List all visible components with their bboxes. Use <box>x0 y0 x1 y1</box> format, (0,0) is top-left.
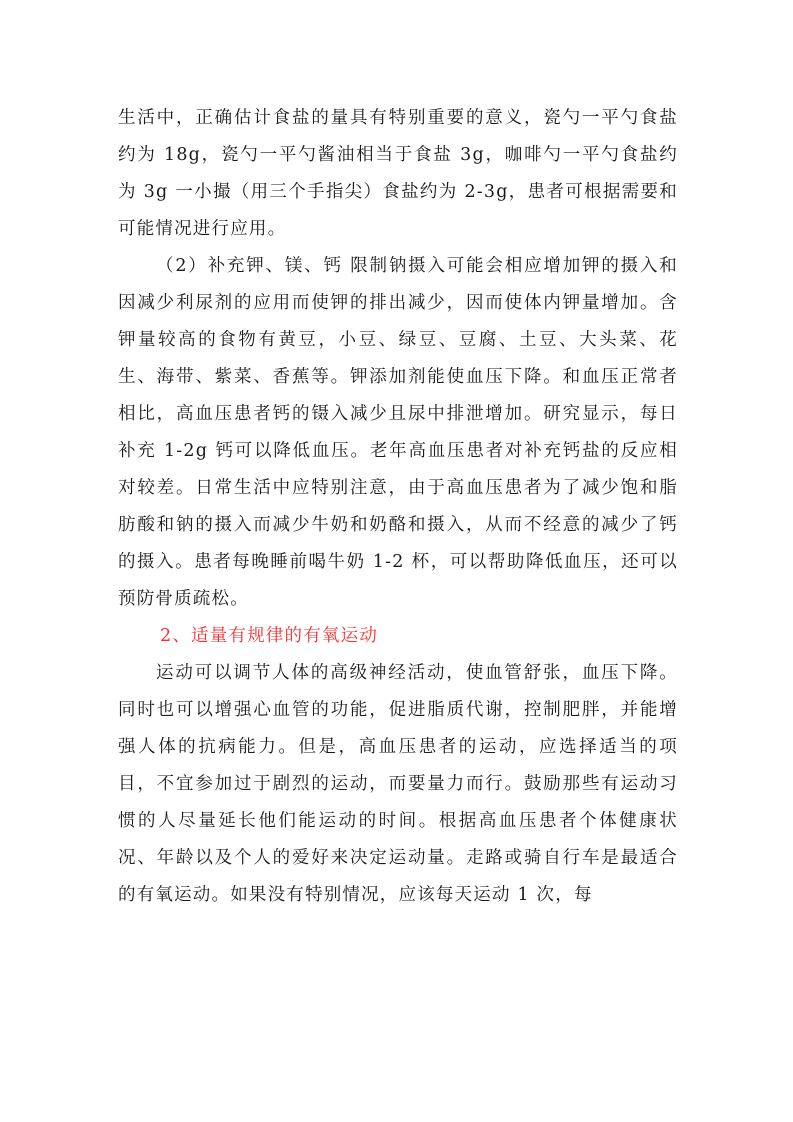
section-heading-aerobic-exercise: 2、适量有规律的有氧运动 <box>160 626 379 646</box>
paragraph-exercise: 运动可以调节人体的高级神经活动，使血管舒张，血压下降。同时也可以增强心血管的功能，促进脂质代谢，控制肥胖，并能增强人体的抗病能力。但是，高血压患者的运动，应选择适当的项目，不宜参加过于剧烈的运动，而要量力而行。鼓励那些有运动习惯的人尽量延长他们能运动的时间。根据高血压患者个体健康状况、年龄以及个人的爱好来决定运动量。走路或骑自行车是最适合的有氧运动。如果没有特别情况，应该每天运动 1 次，每 <box>118 663 678 905</box>
paragraph-salt-estimation: 生活中，正确估计食盐的量具有特别重要的意义，瓷勺一平勺食盐约为 18g，瓷勺一平勺酱油相当于食盐 3g，咖啡勺一平勺食盐约为 3g 一小撮（用三个手指尖）食盐约为 2-3g，患者可根据需要和可能情况进行应用。 <box>118 108 678 239</box>
paragraph-potassium-calcium: （2）补充钾、镁、钙 限制钠摄入可能会相应增加钾的摄入和因减少利尿剂的应用而使钾的排出减少，因而使体内钾量增加。含钾量较高的食物有黄豆，小豆、绿豆、豆腐、土豆、大头菜、花生、海带、紫菜、香蕉等。钾添加剂能使血压下降。和血压正常者相比，高血压患者钙的镊入减少且尿中排泄增加。研究显示，每日补充 1-2g 钙可以降低血压。老年高血压患者对补充钙盐的反应相对较差。日常生活中应特别注意，由于高血压患者为了减少饱和脂肪酸和钠的摄入而减少牛奶和奶酪和摄入，从而不经意的减少了钙的摄入。患者每晚睡前喝牛奶 1-2 杯，可以帮助降低血压，还可以预防骨质疏松。 <box>118 256 678 609</box>
document-page <box>118 100 678 914</box>
